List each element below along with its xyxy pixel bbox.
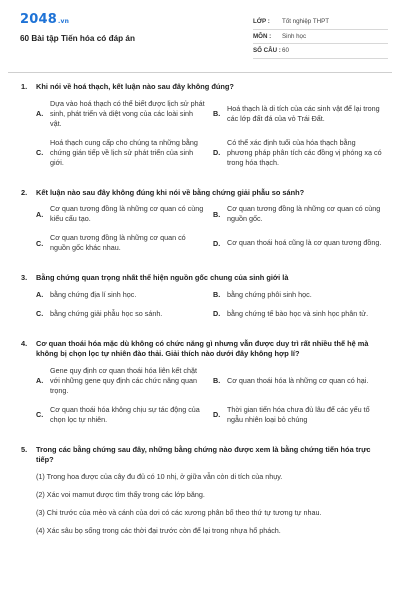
question-list: [12, 82, 390, 547]
question-5: [12, 445, 390, 536]
option-letter: B.: [213, 209, 221, 219]
option-b[interactable]: [213, 290, 390, 300]
option-letter: B.: [213, 290, 221, 299]
option-text: bằng chứng địa lí sinh học.: [50, 289, 137, 299]
statement-1: (1) Trong hoa được của cây đu đủ có 10 nhị, ở giữa vẫn còn di tích của nhụy.: [36, 471, 283, 481]
meta-label: SỐ CÂU :: [253, 47, 281, 55]
option-c[interactable]: [36, 138, 213, 168]
option-text: Cơ quan thoái hóa không chịu sự tác động của chọn lọc tự nhiên.: [50, 404, 200, 424]
question-number: 4.: [21, 338, 28, 348]
statement-2: (2) Xác voi mamut được tìm thấy trong các lớp băng.: [36, 489, 205, 499]
option-c[interactable]: [36, 405, 213, 425]
meta-value: 60: [282, 47, 289, 55]
option-letter: B.: [213, 376, 221, 385]
question-number: 1.: [21, 82, 28, 91]
header-divider: [8, 72, 392, 73]
option-letter: A.: [36, 290, 44, 299]
question-text: Cơ quan thoái hóa mặc dù không có chức năng gì nhưng vẫn được duy trì rất nhiều thế hệ mà không bị chọn lọc tự nhiên đào thải. Giải thích nào dưới đây không hợp lí?: [36, 338, 369, 358]
question-number: 2.: [21, 187, 28, 197]
document-meta: [253, 15, 388, 59]
option-letter: B.: [213, 109, 221, 118]
option-text: Có thể xác định tuổi của hóa thạch bằng phương pháp phân tích các đồng vị phóng xạ có trong hóa thạch.: [227, 137, 382, 167]
option-c[interactable]: [36, 309, 213, 319]
meta-label: MÔN :: [253, 32, 272, 40]
question-text: Trong các bằng chứng sau đây, những bằng chứng nào được xem là bằng chứng tiến hóa trực tiếp?: [36, 444, 371, 464]
question-text: Bằng chứng quan trọng nhất thể hiện nguồn gốc chung của sinh giới là: [36, 273, 289, 282]
option-d[interactable]: [213, 138, 390, 168]
question-4: [12, 339, 390, 434]
site-logo[interactable]: [20, 12, 69, 27]
meta-label: LỚP :: [253, 18, 270, 26]
question-2: [12, 188, 390, 263]
document-header: [20, 12, 388, 68]
option-text: bằng chứng giải phẫu học so sánh.: [50, 308, 163, 318]
option-b[interactable]: [213, 99, 390, 129]
option-text: Cơ quan tương đồng là những cơ quan có cùng nguồn gốc.: [227, 204, 381, 223]
document-title: 60 Bài tập Tiến hóa có đáp án: [20, 34, 135, 43]
option-text: bằng chứng phôi sinh học.: [227, 289, 312, 299]
meta-row-subject: [253, 30, 388, 45]
option-b[interactable]: [213, 366, 390, 396]
statement-4: (4) Xác sâu bọ sống trong các thời đại trước còn để lại trong nhựa hổ phách.: [36, 525, 281, 535]
question-1: [12, 82, 390, 177]
option-letter: C.: [36, 238, 44, 248]
option-letter: A.: [36, 209, 44, 219]
option-letter: D.: [213, 238, 221, 248]
option-text: Cơ quan tương đồng là những cơ quan có cùng kiểu cấu tạo.: [50, 204, 204, 223]
question-text: Khi nói về hoá thạch, kết luận nào sau đây không đúng?: [36, 82, 234, 91]
option-letter: A.: [36, 109, 44, 118]
option-text: Hoá thạch cung cấp cho chúng ta những bằng chứng gián tiếp về lịch sử phát triển của sinh giới.: [50, 137, 198, 167]
option-letter: A.: [36, 376, 44, 385]
option-d[interactable]: [213, 233, 390, 253]
question-number: 3.: [21, 273, 28, 282]
meta-value: Sinh học: [282, 32, 307, 40]
option-letter: C.: [36, 410, 44, 419]
logo-text: 2048: [20, 12, 57, 27]
option-d[interactable]: [213, 309, 390, 319]
option-c[interactable]: [36, 233, 213, 253]
meta-row-class: [253, 15, 388, 30]
option-letter: D.: [213, 309, 221, 318]
option-text: Gene quy định cơ quan thoái hóa liên kết chặt với những gene quy định các chức năng quan trọng.: [50, 365, 198, 395]
meta-value: Tốt nghiệp THPT: [282, 18, 330, 26]
question-number: 5.: [21, 444, 28, 454]
option-letter: D.: [213, 148, 221, 157]
option-letter: D.: [213, 410, 221, 419]
option-text: Cơ quan thoái hóa là những cơ quan có hại.: [227, 375, 369, 385]
option-a[interactable]: [36, 290, 213, 300]
option-text: Hoá thạch là di tích của các sinh vật để lại trong các lớp đất đá của vỏ Trái Đất.: [227, 103, 380, 123]
option-text: Dựa vào hoá thạch có thể biết được lịch sử phát sinh, phát triển và diệt vong của các loài sinh vật.: [50, 98, 205, 128]
question-3: [12, 273, 390, 328]
option-a[interactable]: [36, 99, 213, 129]
option-text: bằng chứng tế bào học và sinh học phân tử.: [227, 308, 369, 318]
question-text: Kết luận nào sau đây không đúng khi nói về bằng chứng giải phẫu so sánh?: [36, 187, 305, 197]
option-text: Cơ quan tương đồng là những cơ quan có nguồn gốc khác nhau.: [50, 233, 186, 252]
option-text: Thời gian tiến hóa chưa đủ lâu để các yếu tố ngẫu nhiên loại bỏ chúng: [227, 404, 370, 424]
option-a[interactable]: [36, 366, 213, 396]
option-b[interactable]: [213, 204, 390, 224]
meta-row-count: [253, 44, 388, 59]
option-a[interactable]: [36, 204, 213, 224]
statement-3: (3) Chi trước của mèo và cánh của dơi có các xương phân bố theo thứ tự tương tự nhau.: [36, 507, 322, 517]
option-letter: C.: [36, 148, 44, 157]
option-d[interactable]: [213, 405, 390, 425]
logo-suffix: .vn: [57, 18, 70, 25]
option-letter: C.: [36, 309, 44, 318]
option-text: Cơ quan thoái hoá cũng là cơ quan tương đồng.: [227, 238, 382, 247]
